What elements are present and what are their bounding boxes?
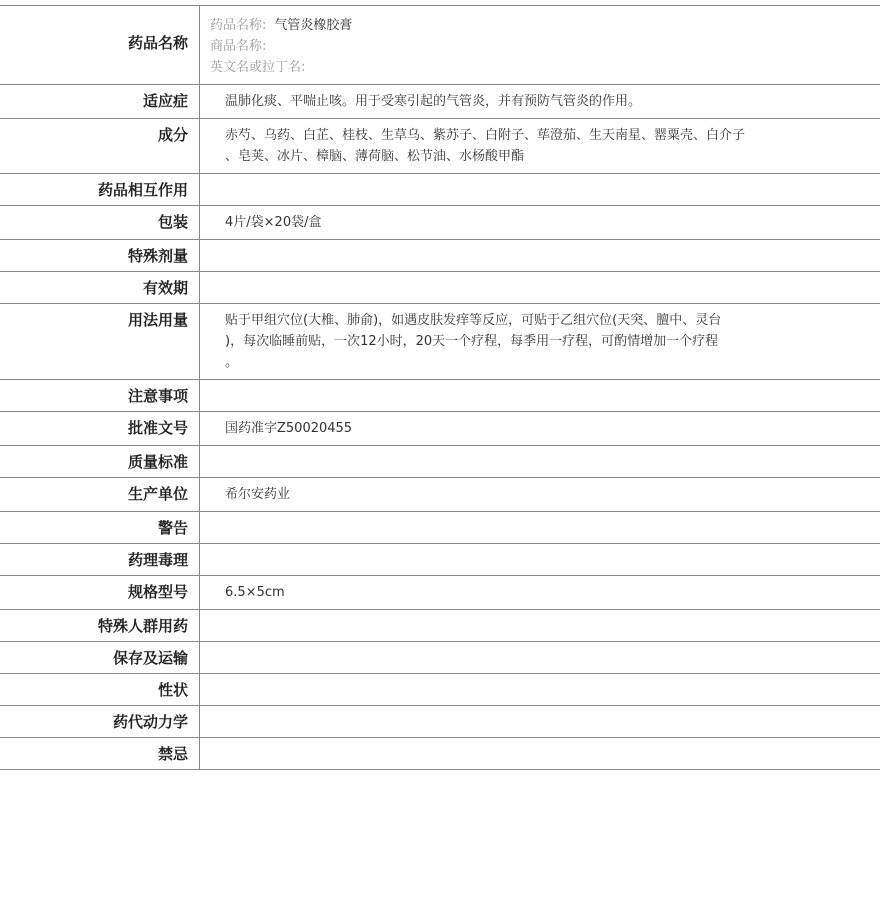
row-manufacturer bbox=[0, 478, 880, 512]
value-line: 贴于甲组穴位(大椎、肺俞)，如遇皮肤发痒等反应，可贴于乙组穴位(天突、膻中、灵台 bbox=[225, 313, 722, 328]
row-value bbox=[200, 674, 880, 705]
english-name-key: 英文名或拉丁名: bbox=[210, 60, 306, 75]
trade-name-key: 商品名称: bbox=[210, 39, 267, 54]
row-label: 警告 bbox=[0, 512, 200, 543]
row-special-populations bbox=[0, 610, 880, 642]
row-warning bbox=[0, 512, 880, 544]
row-label: 注意事项 bbox=[0, 380, 200, 411]
row-storage-transport bbox=[0, 642, 880, 674]
row-label: 有效期 bbox=[0, 272, 200, 303]
value-line: 温肺化痰、平喘止咳。用于受寒引起的气管炎，并有预防气管炎的作用。 bbox=[225, 94, 642, 109]
generic-name-key: 药品名称: bbox=[210, 18, 267, 33]
row-shelf-life bbox=[0, 272, 880, 304]
row-label: 适应症 bbox=[0, 85, 200, 118]
row-specification bbox=[0, 576, 880, 610]
value-line: 4片/袋×20袋/盒 bbox=[225, 215, 322, 230]
row-value bbox=[200, 85, 880, 118]
value-line: 赤芍、乌药、白芷、桂枝、生草乌、紫苏子、白附子、荜澄茄、生天南星、罂粟壳、白介子 bbox=[225, 128, 746, 143]
row-packaging bbox=[0, 206, 880, 240]
row-label: 规格型号 bbox=[0, 576, 200, 609]
value-line: 6.5×5cm bbox=[225, 585, 285, 600]
row-pharmacokinetics bbox=[0, 706, 880, 738]
row-value bbox=[200, 738, 880, 769]
row-label: 药品相互作用 bbox=[0, 174, 200, 205]
row-label: 用法用量 bbox=[0, 304, 200, 379]
row-value bbox=[200, 206, 880, 239]
row-label: 包装 bbox=[0, 206, 200, 239]
row-ingredients bbox=[0, 119, 880, 174]
row-value bbox=[200, 544, 880, 575]
row-description bbox=[0, 674, 880, 706]
row-value bbox=[200, 272, 880, 303]
row-label: 性状 bbox=[0, 674, 200, 705]
row-quality-standard bbox=[0, 446, 880, 478]
row-label: 保存及运输 bbox=[0, 642, 200, 673]
row-label: 药品名称 bbox=[0, 6, 200, 84]
row-usage-dosage bbox=[0, 304, 880, 380]
row-contraindications bbox=[0, 738, 880, 770]
row-label: 特殊人群用药 bbox=[0, 610, 200, 641]
row-value bbox=[200, 446, 880, 477]
row-label: 成分 bbox=[0, 119, 200, 173]
row-label: 禁忌 bbox=[0, 738, 200, 769]
value-line: 希尔安药业 bbox=[225, 487, 291, 502]
row-label: 药理毒理 bbox=[0, 544, 200, 575]
row-precautions bbox=[0, 380, 880, 412]
row-approval-number bbox=[0, 412, 880, 446]
row-value bbox=[200, 240, 880, 271]
row-pharmacology bbox=[0, 544, 880, 576]
row-label: 批准文号 bbox=[0, 412, 200, 445]
row-value bbox=[200, 576, 880, 609]
row-indications bbox=[0, 85, 880, 119]
row-value bbox=[200, 119, 880, 173]
value-line: 、皂荚、冰片、樟脑、薄荷脑、松节油、水杨酸甲酯 bbox=[225, 149, 525, 164]
row-value bbox=[200, 610, 880, 641]
generic-name-line bbox=[210, 15, 868, 36]
row-interactions bbox=[0, 174, 880, 206]
row-value bbox=[200, 174, 880, 205]
row-drug-name bbox=[0, 6, 880, 85]
value-line: )，每次临睡前贴，一次12小时，20天一个疗程，每季用一疗程，可酌情增加一个疗程 bbox=[225, 334, 719, 349]
row-label: 药代动力学 bbox=[0, 706, 200, 737]
row-value bbox=[200, 512, 880, 543]
row-value bbox=[200, 380, 880, 411]
generic-name-value: 气管炎橡胶膏 bbox=[274, 18, 353, 33]
row-label: 生产单位 bbox=[0, 478, 200, 511]
row-value bbox=[200, 642, 880, 673]
row-special-dosage bbox=[0, 240, 880, 272]
value-line: 国药准字Z50020455 bbox=[225, 421, 353, 436]
row-label: 质量标准 bbox=[0, 446, 200, 477]
drug-name-values bbox=[200, 6, 880, 84]
row-value bbox=[200, 706, 880, 737]
value-line: 。 bbox=[225, 355, 239, 370]
trade-name-line bbox=[210, 36, 868, 57]
row-value bbox=[200, 304, 880, 379]
drug-info-table bbox=[0, 5, 880, 770]
row-value bbox=[200, 412, 880, 445]
row-value bbox=[200, 478, 880, 511]
row-label: 特殊剂量 bbox=[0, 240, 200, 271]
english-name-line bbox=[210, 57, 868, 78]
